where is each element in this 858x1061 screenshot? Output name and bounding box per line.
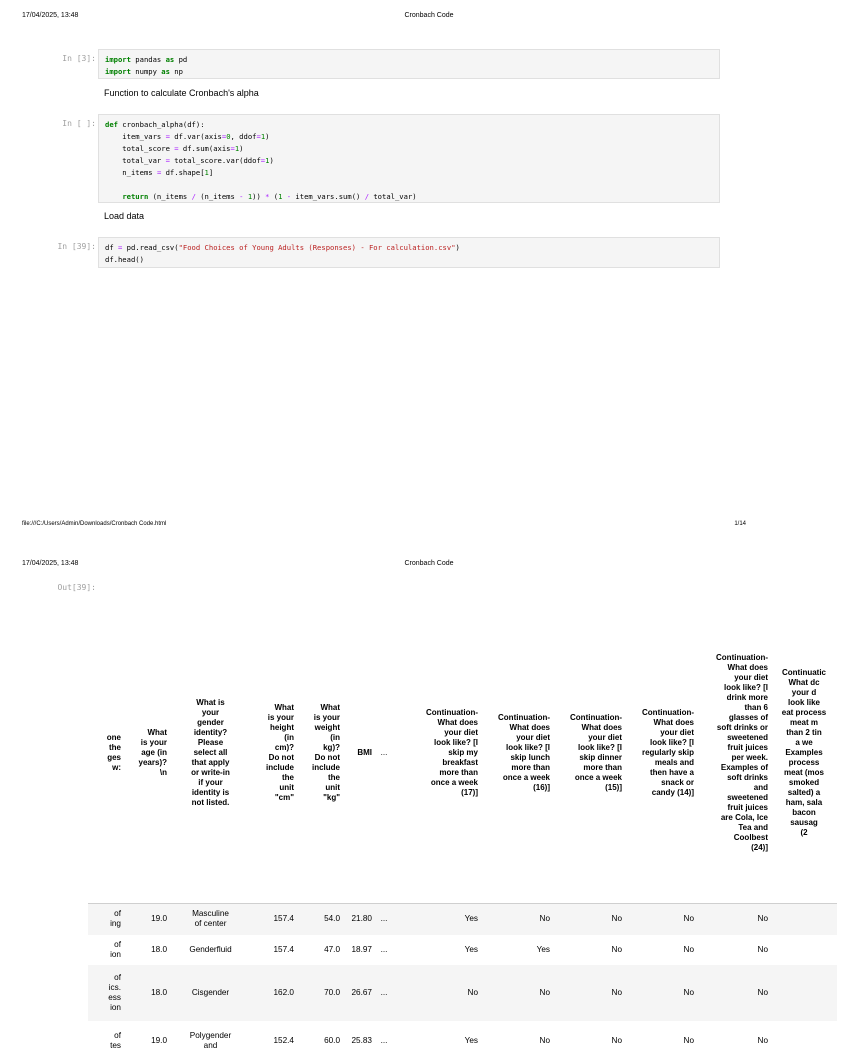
table-cell <box>771 965 837 1021</box>
cell-prompt: In [39]: <box>57 242 96 251</box>
output-prompt: Out[39]: <box>57 583 96 592</box>
column-header: Continuation- What does your diet look like? [I skip dinner more than once a week (15)] <box>570 712 622 792</box>
table-cell: 60.0 <box>324 1036 340 1045</box>
table-cell: No <box>757 988 768 997</box>
table-cell: of ion <box>110 940 121 959</box>
table-cell: of ing <box>88 903 124 935</box>
table-row <box>88 903 837 935</box>
cell-prompt: In [ ]: <box>62 119 96 128</box>
code-line: def cronbach_alpha(df): <box>105 120 205 129</box>
table-cell: No <box>697 903 771 935</box>
table-row <box>88 935 837 965</box>
dataframe-header-row <box>88 603 837 903</box>
table-cell <box>771 1021 837 1061</box>
table-cell: No <box>539 988 550 997</box>
column-header: Continuation- What does your diet look like? [I skip lunch more than once a week (16)] <box>498 712 550 792</box>
table-cell: No <box>539 1036 550 1045</box>
code-cell-imports[interactable] <box>98 49 720 79</box>
page-footer-number: 1/14 <box>734 521 746 527</box>
code-cell-cronbach-function[interactable] <box>98 114 720 203</box>
table-cell: No <box>611 988 622 997</box>
table-cell: Cisgender <box>191 988 230 997</box>
column-header: Continuatic What dc your d look like eat process meat m than 2 tin a we Examples process meat (mos smoked salted) a ham, sala bacon sausag (2 <box>781 667 827 837</box>
code-line: import numpy as np <box>105 67 183 76</box>
table-cell: No <box>757 1036 768 1045</box>
dataframe-table <box>88 603 837 1061</box>
code-line: total_score = df.sum(axis=1) <box>105 144 244 153</box>
table-cell: ... <box>380 1036 388 1045</box>
table-cell: Yes <box>536 945 550 954</box>
table-cell: ... <box>380 988 388 997</box>
dataframe-body <box>88 903 837 1061</box>
table-cell: 152.4 <box>273 1036 294 1045</box>
table-cell: of tes <box>110 1031 121 1050</box>
table-cell: No <box>683 1036 694 1045</box>
markdown-cell: Function to calculate Cronbach's alpha <box>104 88 259 98</box>
table-cell <box>771 903 837 935</box>
table-cell: 21.80 <box>343 903 375 935</box>
page-header-datetime: 17/04/2025, 13:48 <box>22 560 79 567</box>
code-cell-load-data[interactable] <box>98 237 720 268</box>
table-cell: Genderfluid <box>189 945 232 954</box>
code-line: item_vars = df.var(axis=0, ddof=1) <box>105 132 270 141</box>
table-row <box>88 1021 837 1061</box>
dataframe-output[interactable] <box>98 603 827 1050</box>
table-cell: 157.4 <box>251 903 297 935</box>
print-page-1 <box>0 0 768 540</box>
code-block <box>105 119 713 203</box>
table-cell: Yes <box>393 903 481 935</box>
column-header: one the ges w: <box>106 732 121 772</box>
table-cell: 25.83 <box>351 1036 372 1045</box>
table-cell: No <box>481 903 553 935</box>
table-cell: No <box>467 988 478 997</box>
column-header: What is your height (in cm)? Do not include the unit "cm" <box>265 702 294 802</box>
table-cell: of ics. ess ion <box>108 973 121 1012</box>
column-header: ... <box>380 747 388 757</box>
table-cell: 162.0 <box>273 988 294 997</box>
page-footer-path: file:///C:/Users/Admin/Downloads/Cronbach Code.html <box>22 521 167 527</box>
table-cell: 19.0 <box>151 1036 167 1045</box>
table-cell: No <box>625 903 697 935</box>
page-header-title: Cronbach Code <box>404 12 454 19</box>
column-header: Continuation- What does your diet look like? [I skip my breakfast more than once a week (17)] <box>426 707 478 797</box>
column-header: Continuation- What does your diet look like? [I regularly skip meals and then have a snack or candy (14)] <box>641 707 694 797</box>
column-header: What is your age (in years)? \n <box>138 727 167 777</box>
code-line: return (n_items / (n_items - 1)) * (1 - item_vars.sum() / total_var) <box>122 192 417 201</box>
code-line: total_var = total_score.var(ddof=1) <box>105 156 274 165</box>
table-cell: 47.0 <box>324 945 340 954</box>
table-cell: No <box>553 903 625 935</box>
table-cell: 26.67 <box>351 988 372 997</box>
code-block <box>105 54 713 78</box>
table-cell: No <box>757 945 768 954</box>
markdown-cell: Load data <box>104 211 145 221</box>
table-cell: 54.0 <box>297 903 343 935</box>
table-cell: No <box>683 988 694 997</box>
table-cell <box>771 935 837 965</box>
table-cell: No <box>683 945 694 954</box>
table-cell: 19.0 <box>124 903 170 935</box>
table-cell: 18.97 <box>351 945 372 954</box>
column-header: BMI <box>357 747 372 757</box>
code-line: import pandas as pd <box>105 55 188 64</box>
page-header-datetime: 17/04/2025, 13:48 <box>22 12 79 19</box>
table-cell: ... <box>375 903 393 935</box>
table-cell: 18.0 <box>151 945 167 954</box>
cell-prompt: In [3]: <box>62 54 96 63</box>
table-cell: ... <box>380 945 388 954</box>
column-header: What is your weight (in kg)? Do not include the unit "kg" <box>311 702 340 802</box>
column-header: What is your gender identity? Please select all that apply or write-in if your identity is not listed. <box>191 697 230 807</box>
table-cell: 18.0 <box>151 988 167 997</box>
code-line: n_items = df.shape[1] <box>105 168 214 177</box>
page-header-title: Cronbach Code <box>404 560 454 567</box>
column-header: Continuation- What does your diet look like? [I drink more than 6 glasses of soft drinks or sweetened fruit juices per week. Examples of soft drinks and sweetened fruit juices are Cola, Ice Tea and Coolbest (24)] <box>716 652 768 852</box>
table-cell: Yes <box>464 1036 478 1045</box>
code-line: df = pd.read_csv("Food Choices of Young Adults (Responses) - For calculation.csv") <box>105 243 460 252</box>
code-line: df.head() <box>105 255 144 264</box>
table-cell: No <box>611 1036 622 1045</box>
table-row <box>88 965 837 1021</box>
table-cell: Polygender and <box>189 1031 232 1050</box>
print-page-2 <box>0 548 827 1050</box>
table-cell: No <box>611 945 622 954</box>
table-cell: 70.0 <box>324 988 340 997</box>
table-cell: Masculine of center <box>170 903 251 935</box>
code-block <box>105 242 713 266</box>
table-cell: 157.4 <box>273 945 294 954</box>
table-cell: Yes <box>464 945 478 954</box>
